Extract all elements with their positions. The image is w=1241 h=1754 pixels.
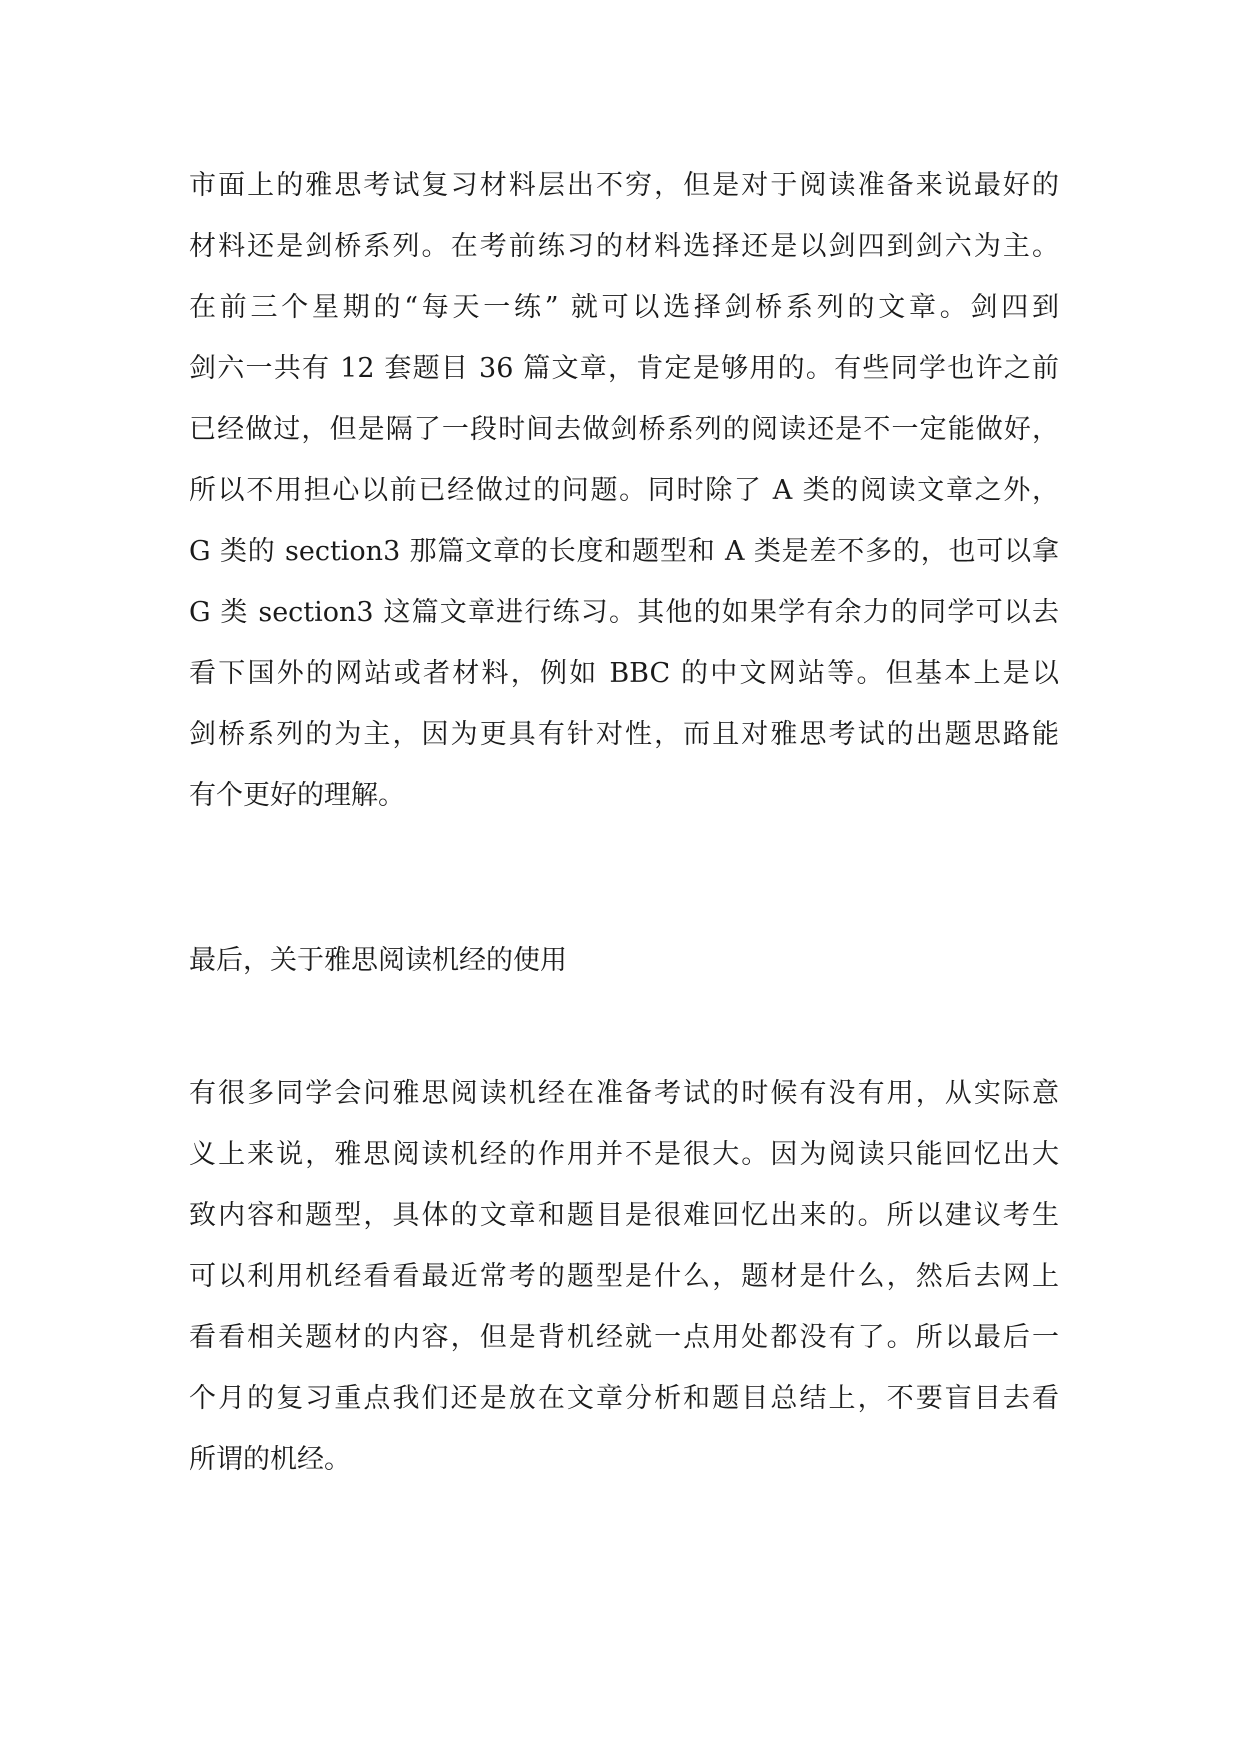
paragraph-line: 材料还是剑桥系列。在考前练习的材料选择还是以剑四到剑六为主。 bbox=[189, 231, 1059, 262]
paragraph-line: 可以利用机经看看最近常考的题型是什么，题材是什么，然后去网上 bbox=[189, 1261, 1059, 1292]
paragraph-line: 致内容和题型，具体的文章和题目是很难回忆出来的。所以建议考生 bbox=[189, 1200, 1059, 1231]
paragraph-line: 在前三个星期的“每天一练” 就可以选择剑桥系列的文章。剑四到 bbox=[189, 292, 1059, 323]
paragraph-line: 所以不用担心以前已经做过的问题。同时除了 A 类的阅读文章之外， bbox=[189, 475, 1059, 506]
paragraph-line: 个月的复习重点我们还是放在文章分析和题目总结上，不要盲目去看 bbox=[189, 1383, 1059, 1414]
paragraph-line: 剑桥系列的为主，因为更具有针对性，而且对雅思考试的出题思路能 bbox=[189, 719, 1059, 750]
paragraph-machine-experience bbox=[189, 1063, 1059, 1490]
paragraph-line: 已经做过，但是隔了一段时间去做剑桥系列的阅读还是不一定能做好， bbox=[189, 414, 1059, 445]
paragraph-line: G 类 section3 这篇文章进行练习。其他的如果学有余力的同学可以去 bbox=[189, 597, 1059, 628]
paragraph-line: 市面上的雅思考试复习材料层出不穷，但是对于阅读准备来说最好的 bbox=[189, 170, 1059, 201]
paragraph-line: 义上来说，雅思阅读机经的作用并不是很大。因为阅读只能回忆出大 bbox=[189, 1139, 1059, 1170]
paragraph-cambridge-materials bbox=[189, 155, 1059, 826]
paragraph-line: 看下国外的网站或者材料，例如 BBC 的中文网站等。但基本上是以 bbox=[189, 658, 1059, 689]
paragraph-line: 有个更好的理解。 bbox=[189, 780, 405, 811]
section-heading bbox=[189, 930, 1059, 991]
paragraph-line: G 类的 section3 那篇文章的长度和题型和 A 类是差不多的，也可以拿 bbox=[189, 536, 1059, 567]
paragraph-line: 所谓的机经。 bbox=[189, 1444, 351, 1475]
section-heading-text: 最后，关于雅思阅读机经的使用 bbox=[189, 945, 567, 976]
paragraph-line: 看看相关题材的内容，但是背机经就一点用处都没有了。所以最后一 bbox=[189, 1322, 1059, 1353]
paragraph-line: 有很多同学会问雅思阅读机经在准备考试的时候有没有用，从实际意 bbox=[189, 1078, 1059, 1109]
paragraph-line: 剑六一共有 12 套题目 36 篇文章，肯定是够用的。有些同学也许之前 bbox=[189, 353, 1059, 384]
